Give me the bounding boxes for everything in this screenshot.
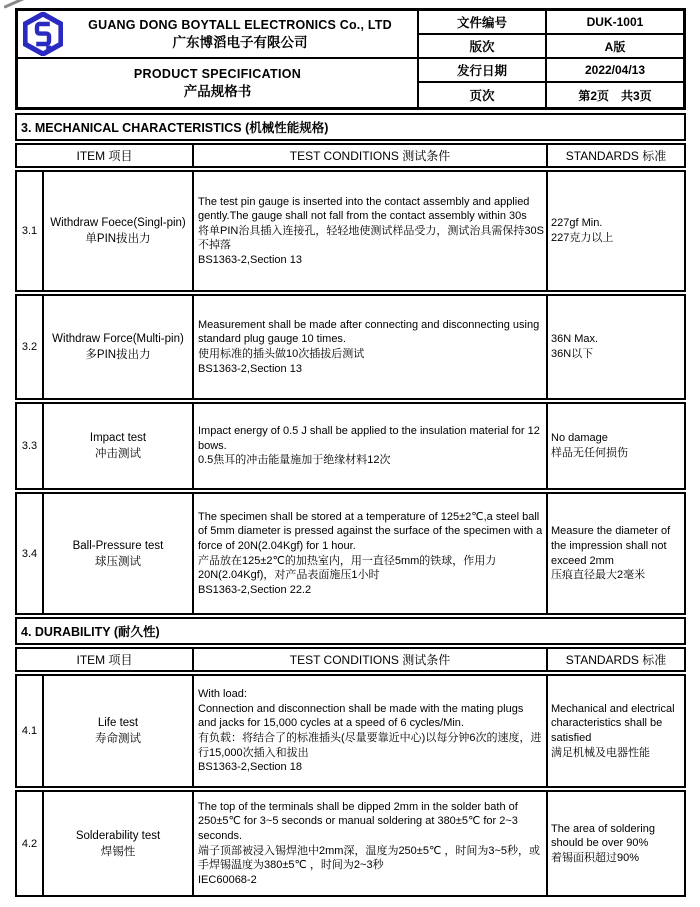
revision-label: 版次	[419, 35, 547, 59]
conditions-cell	[194, 676, 548, 786]
item-name-cn: 单PIN拔出力	[85, 233, 151, 245]
item-name-en: Impact test	[89, 432, 147, 444]
standard-line: Measure the diameter of the impression shall not exceed 2mm	[551, 525, 671, 567]
row-id: 3.3	[17, 404, 44, 488]
doc-title-block	[18, 59, 419, 107]
issue-date-value: 2022/04/13	[547, 59, 683, 83]
column-header-standards: STANDARDS 标准	[565, 149, 667, 163]
section-title-durability: 4. DURABILITY (耐久性)	[15, 617, 686, 645]
doc-title-en: PRODUCT SPECIFICATION	[133, 67, 302, 81]
item-name-cn: 多PIN拔出力	[85, 349, 151, 361]
table-row	[15, 294, 686, 400]
conditions-cell	[194, 172, 548, 290]
item-cell	[44, 792, 194, 895]
revision-value: A版	[547, 35, 683, 59]
condition-line: BS1363-2,Section 18	[198, 761, 302, 774]
section-title-mechanical: 3. MECHANICAL CHARACTERISTICS (机械性能规格)	[15, 113, 686, 141]
condition-line: IEC60068-2	[198, 873, 257, 886]
company-name-cn: 广东博滔电子有限公司	[172, 35, 308, 50]
item-name-en: Withdraw Force(Multi-pin)	[52, 333, 184, 345]
table-row	[15, 402, 686, 490]
table-row	[15, 170, 686, 292]
item-name-en: Life test	[97, 717, 139, 729]
item-name-en: Withdraw Foece(Singl-pin)	[50, 217, 186, 229]
doc-title-cn: 产品规格书	[183, 84, 252, 99]
table-header-row	[15, 143, 686, 168]
issue-date-label: 发行日期	[419, 59, 547, 83]
condition-line: With load:	[198, 688, 247, 701]
table-header-row	[15, 647, 686, 672]
standards-cell	[548, 792, 684, 895]
item-cell	[44, 494, 194, 613]
condition-line: 产品放在125±2℃的加热室内，用一直径5mm的铁球，作用力20N(2.04Kgf)，对产品表面施压1小时	[198, 554, 497, 582]
condition-line: 有负载：将结合了的标准插头(尽量要靠近中心)以每分钟6次的速度，进行15,000次插入和拔出	[198, 732, 542, 759]
standard-line: 227gf Min.	[551, 217, 603, 230]
conditions-cell	[194, 296, 548, 398]
condition-line: The specimen shall be stored at a temperature of 125±2℃,a steel ball of 5mm diameter is pressed against the surface of the specimen with a force of 20N(2.04Kgf) for 1 hour.	[198, 510, 543, 552]
condition-line: Measurement shall be made after connecting and disconnecting using standard plug gauge 10 times.	[198, 318, 540, 346]
item-name-cn: 寿命测试	[95, 733, 141, 745]
table-row	[15, 674, 686, 788]
condition-line: 使用标准的插头做10次插拔后测试	[198, 348, 365, 360]
standards-cell	[548, 404, 684, 488]
column-header-conditions: TEST CONDITIONS 测试条件	[194, 649, 548, 670]
page-number-label: 页次	[419, 83, 547, 107]
row-id: 3.4	[17, 494, 44, 613]
standard-line: 着锡面积超过90%	[551, 851, 640, 864]
item-cell	[44, 296, 194, 398]
conditions-cell	[194, 792, 548, 895]
column-header-conditions: TEST CONDITIONS 测试条件	[194, 145, 548, 166]
standard-line: Mechanical and electrical characteristics shall be satisfied	[551, 702, 675, 744]
standard-line: The area of soldering should be over 90%	[551, 822, 655, 850]
company-block	[18, 11, 419, 59]
item-name-cn: 焊锡性	[100, 845, 136, 858]
condition-line: Connection and disconnection shall be made with the mating plugs and jacks for 15,000 cycles at a speed of 6 cycles/Min.	[198, 702, 524, 730]
standard-line: 36N Max.	[551, 333, 599, 346]
condition-line: Impact energy of 0.5 J shall be applied to the insulation material for 12 bows.	[198, 425, 540, 452]
page-number-value: 第2页 共3页	[578, 88, 652, 103]
standard-line: 227克力以上	[551, 232, 614, 244]
condition-line: 将单PIN治具插入连接孔，轻轻地使测试样品受力，测试治具需保持30S不掉落	[198, 224, 544, 252]
item-cell	[44, 172, 194, 290]
item-name-en: Ball-Pressure test	[72, 539, 164, 552]
item-name-cn: 球压测试	[95, 555, 141, 568]
condition-line: 0.5焦耳的冲击能量施加于绝缘材料12次	[198, 454, 391, 467]
spec-sheet	[15, 8, 686, 897]
condition-line: BS1363-2,Section 13	[198, 253, 302, 266]
column-header-item: ITEM 项目	[17, 649, 194, 670]
standard-line: 压痕直径最大2毫米	[551, 569, 646, 582]
row-id: 4.2	[17, 792, 44, 895]
table-row	[15, 790, 686, 897]
conditions-cell	[194, 494, 548, 613]
standards-cell	[548, 676, 684, 786]
condition-line: BS1363-2,Section 13	[198, 362, 302, 375]
condition-line: The test pin gauge is inserted into the contact assembly and applied gently.The gauge shall not fall from the contact assembly within 30s	[198, 195, 530, 223]
standards-cell	[548, 296, 684, 398]
conditions-cell	[194, 404, 548, 488]
item-name-en: Solderability test	[75, 829, 161, 842]
condition-line: The top of the terminals shall be dipped 2mm in the solder bath of 250±5℃ for 3~5 seconds or manual soldering at 380±5℃ for 2~3 seconds.	[198, 800, 518, 842]
column-header-standards: STANDARDS 标准	[565, 653, 667, 667]
doc-number-value: DUK-1001	[547, 11, 683, 35]
standards-cell	[548, 172, 684, 290]
row-id: 3.1	[17, 172, 44, 290]
doc-number-label: 文件编号	[419, 11, 547, 35]
item-cell	[44, 676, 194, 786]
condition-line: 端子顶部被浸入锡焊池中2mm深，温度为250±5℃ ，时间为3~5秒，或手焊锡温度为380±5℃ ，时间为2~3秒	[198, 844, 541, 872]
item-name-cn: 冲击测试	[95, 448, 141, 460]
standards-cell	[548, 494, 684, 613]
condition-line: BS1363-2,Section 22.2	[198, 583, 312, 596]
column-header-item: ITEM 项目	[17, 145, 194, 166]
standard-line: 36N以下	[551, 348, 594, 360]
company-logo-icon	[23, 12, 63, 56]
row-id: 4.1	[17, 676, 44, 786]
document-header	[15, 8, 686, 110]
company-name	[63, 17, 417, 51]
row-id: 3.2	[17, 296, 44, 398]
standard-line: 样品无任何损伤	[551, 447, 628, 459]
item-cell	[44, 404, 194, 488]
company-name-en: GUANG DONG BOYTALL ELECTRONICS Co., LTD	[88, 18, 392, 32]
table-row	[15, 492, 686, 615]
standard-line: No damage	[551, 432, 608, 445]
standard-line: 满足机械及电器性能	[551, 746, 650, 759]
